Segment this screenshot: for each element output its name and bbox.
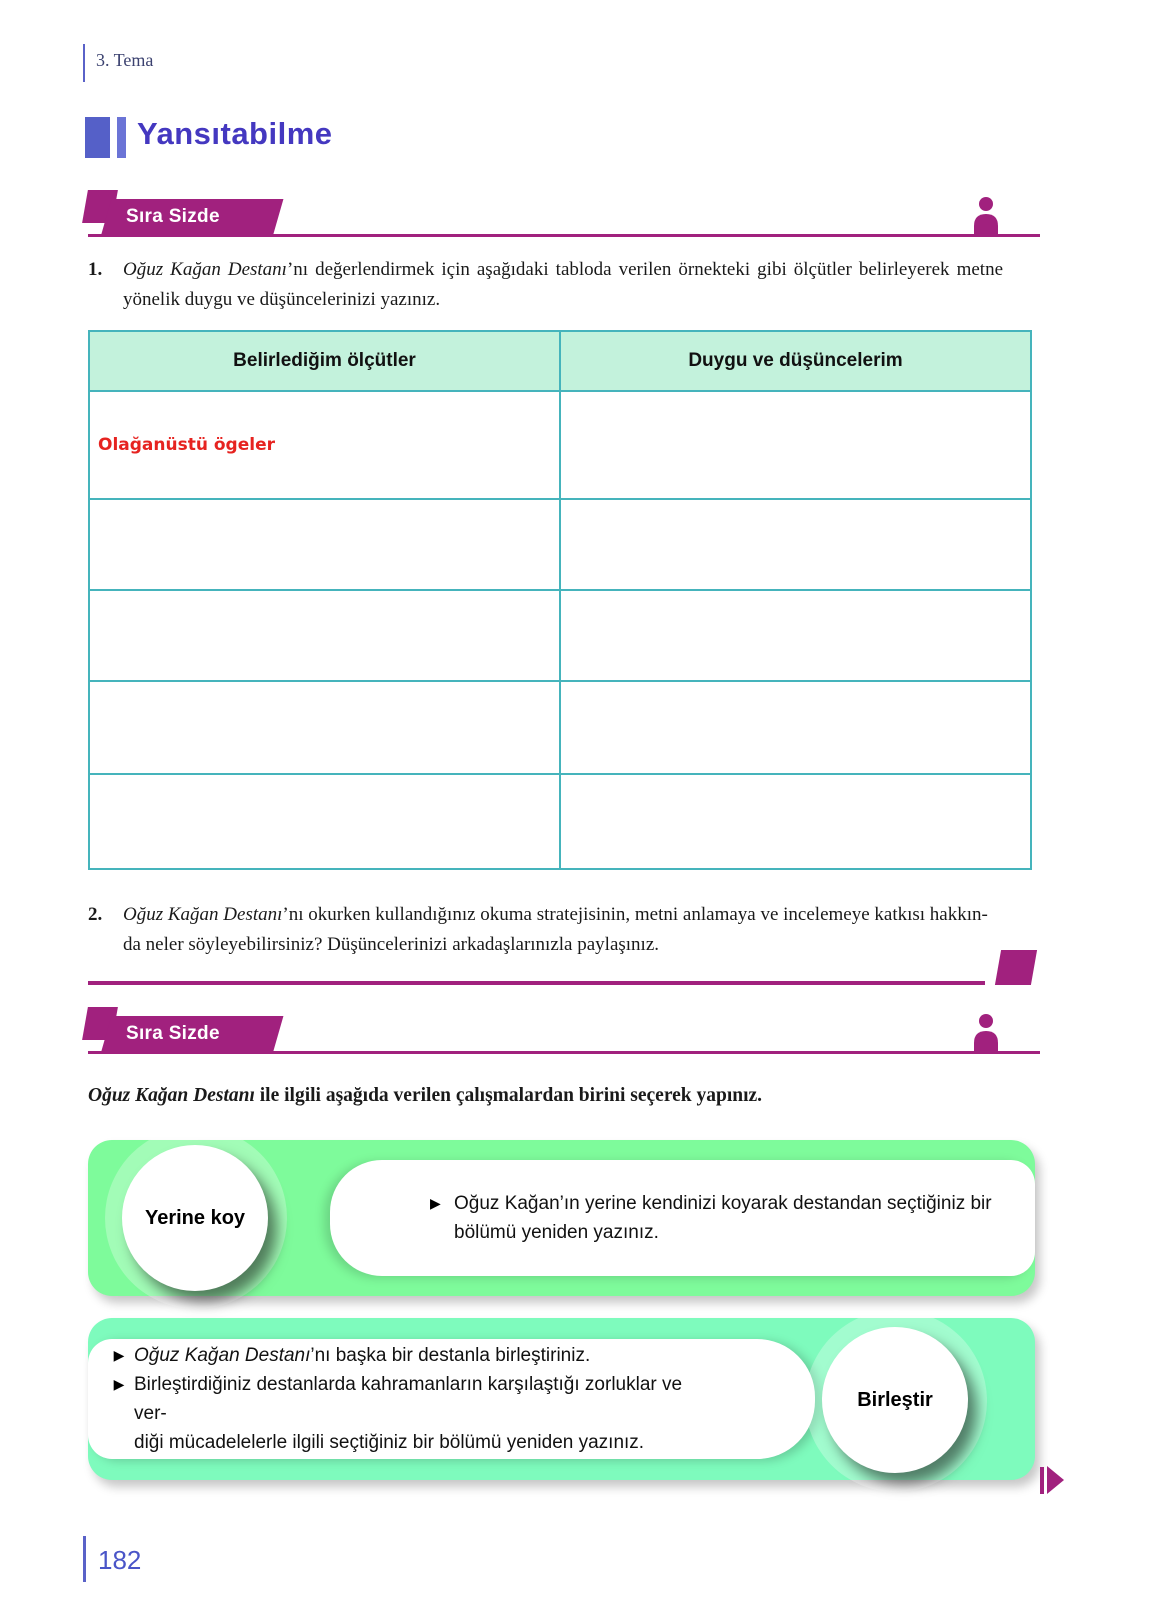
- page-number: 182: [98, 1545, 142, 1575]
- work-title: Oğuz Kağan Destanı: [88, 1085, 255, 1106]
- work-title: Oğuz Kağan Destanı: [123, 259, 287, 280]
- play-arrow-icon: [1040, 1466, 1064, 1494]
- bullet-item: [330, 1189, 1035, 1247]
- badge-circle: [122, 1145, 268, 1291]
- table-cell: [560, 681, 1031, 774]
- person-icon: [972, 195, 1000, 235]
- page-number-rule: [83, 1536, 86, 1582]
- divider-rule: [88, 981, 985, 985]
- activity-card-birlestir: [88, 1318, 1035, 1480]
- banner-label: Sıra Sizde: [126, 206, 220, 227]
- question-1: [88, 255, 1003, 315]
- tema-rule: [83, 44, 85, 82]
- activity-bullet-panel: [330, 1160, 1035, 1276]
- work-title: Oğuz Kağan Destanı: [134, 1345, 311, 1366]
- question-text: Oğuz Kağan Destanı’nı değerlendirmek için aşağıdaki tabloda verilen örnekteki gibi ölçütler belirleyerek metne yönelik duygu ve düşüncelerinizi yazınız.: [123, 259, 1003, 310]
- table-row: [89, 590, 1031, 681]
- banner-label: Sıra Sizde: [126, 1023, 220, 1044]
- table-cell: [89, 681, 560, 774]
- table-cell: [560, 499, 1031, 590]
- bullet-text: Birleştirdiğiniz destanlarda kahramanların karşılaştığı zorluklar ve ver- diği mücadelelerle ilgili seçtiğiniz bir bölümü yeniden yazınız.: [134, 1374, 683, 1453]
- table-row: [89, 774, 1031, 869]
- activity-card-yerine-koy: [88, 1140, 1035, 1296]
- bullet-text: Oğuz Kağan’ın yerine kendinizi koyarak destandan seçtiğiniz bir bölümü yeniden yazınız.: [454, 1193, 992, 1243]
- badge-label: Yerine koy: [144, 1206, 246, 1229]
- person-icon: [972, 1012, 1000, 1052]
- table-header-criteria: Belirlediğim ölçütler: [89, 331, 560, 391]
- title-accent-bar-thick: [85, 117, 110, 158]
- table-cell: [89, 590, 560, 681]
- question-text: Oğuz Kağan Destanı’nı okurken kullandığınız okuma stratejisinin, metni anlamaya ve incelemeye katkısı hakkın- da neler söyleyebilirsiniz? Düşüncelerinizi arkadaşlarınızla paylaşınız.: [123, 904, 988, 955]
- badge-circle: [822, 1327, 968, 1473]
- table-cell: [89, 391, 560, 499]
- table-cell: [560, 774, 1031, 869]
- table-cell: [89, 499, 560, 590]
- table-cell: [560, 391, 1031, 499]
- criteria-value: Olağanüstü ögeler: [98, 435, 275, 455]
- tema-label: 3. Tema: [96, 50, 154, 70]
- banner-rule: [88, 234, 1040, 237]
- page-title: Yansıtabilme: [137, 116, 333, 151]
- table-row: [89, 681, 1031, 774]
- criteria-table: [88, 330, 1032, 870]
- table-header-feelings: Duygu ve düşüncelerim: [560, 331, 1031, 391]
- badge-label: Birleştir: [857, 1388, 933, 1411]
- bullet-item: [88, 1370, 815, 1457]
- table-cell: [560, 590, 1031, 681]
- bullet-text: Oğuz Kağan Destanı’nı başka bir destanla birleştiriniz.: [134, 1345, 591, 1366]
- title-accent-bar-thin: [117, 117, 126, 158]
- activity-bullet-panel: [88, 1339, 815, 1459]
- divider-accent-square: [995, 950, 1037, 985]
- work-title: Oğuz Kağan Destanı: [123, 904, 283, 925]
- table-row: [89, 391, 1031, 499]
- question-number: 2.: [88, 904, 103, 925]
- sira-sizde-banner-2: [0, 1007, 1152, 1055]
- bullet-triangle-icon: ▶: [113, 1347, 125, 1363]
- question-number: 1.: [88, 259, 103, 280]
- table-header-row: [89, 331, 1031, 391]
- bullet-triangle-icon: ▶: [430, 1195, 441, 1211]
- bullet-triangle-icon: ▶: [113, 1376, 125, 1392]
- question-2: [88, 900, 1003, 960]
- banner-rule: [88, 1051, 1040, 1054]
- table-row: [89, 499, 1031, 590]
- intro-text: Oğuz Kağan Destanı ile ilgili aşağıda verilen çalışmalardan birini seçerek yapınız.: [88, 1085, 763, 1106]
- table-cell: [89, 774, 560, 869]
- bullet-item: [88, 1341, 815, 1370]
- sira-sizde-banner-1: [0, 190, 1152, 238]
